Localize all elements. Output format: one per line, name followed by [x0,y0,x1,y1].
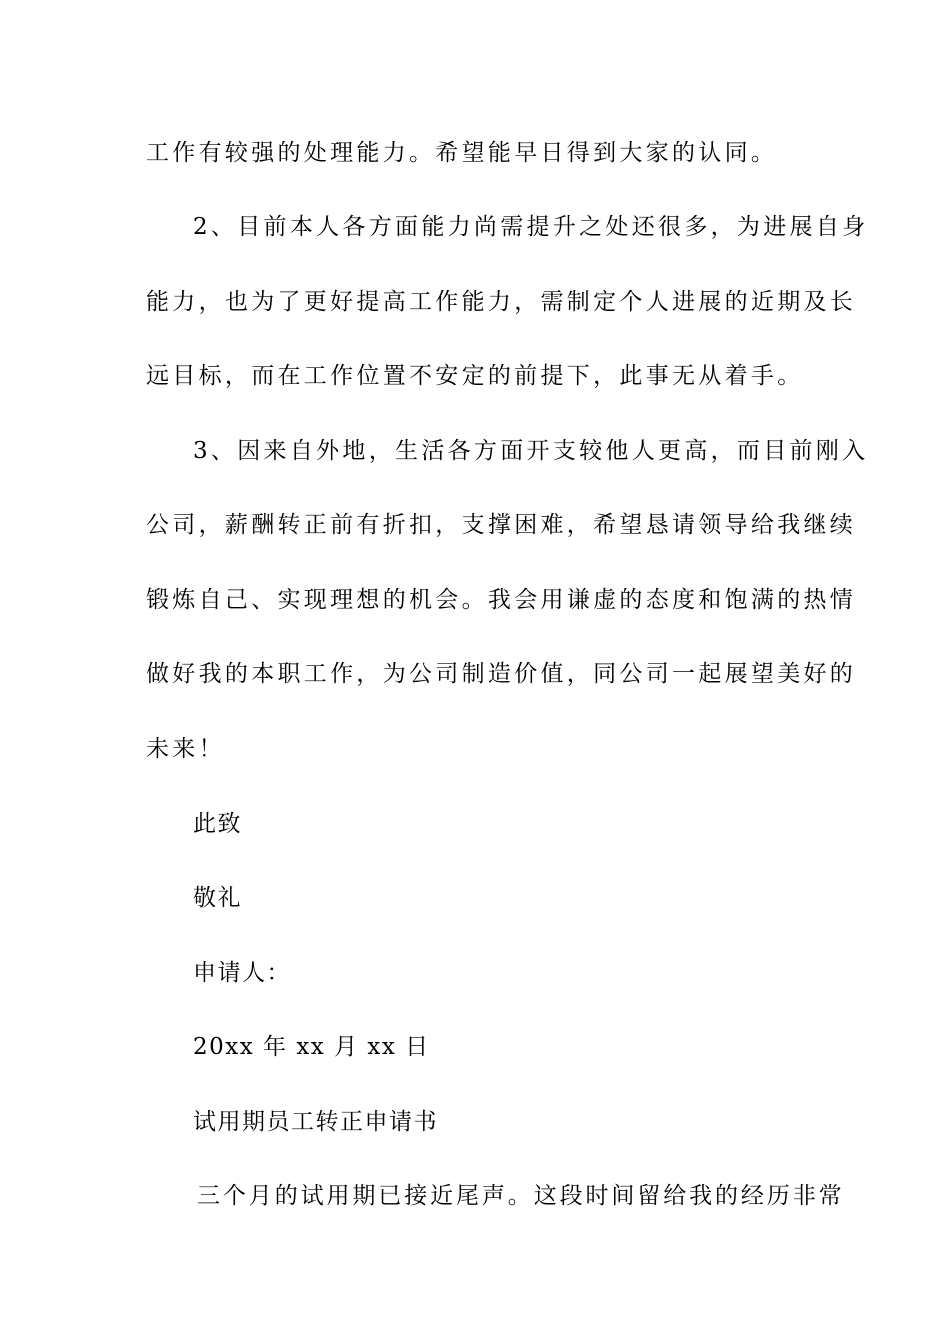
closing-jingli: 敬礼 [193,885,242,911]
paragraph-3-line-1: 3、因来自外地，生活各方面开支较他人更高，而目前刚入 [193,438,869,464]
paragraph-line-1: 工作有较强的处理能力。希望能早日得到大家的认同。 [146,140,778,166]
paragraph-3-line-3: 锻炼自己、实现理想的机会。我会用谦虚的态度和饱满的热情 [146,587,857,613]
paragraph-3-line-4: 做好我的本职工作，为公司制造价值，同公司一起展望美好的 [146,661,857,687]
applicant-label: 申请人： [193,960,291,986]
closing-cizhi: 此致 [193,811,242,837]
paragraph-2-line-1: 2、目前本人各方面能力尚需提升之处还很多，为进展自身 [193,214,869,240]
paragraph-4-line-1: 三个月的试用期已接近尾声。这段时间留给我的经历非常 [197,1183,845,1209]
paragraph-2-line-2: 能力，也为了更好提高工作能力，需制定个人进展的近期及长 [146,289,857,315]
paragraph-2-line-3: 远目标，而在工作位置不安定的前提下，此事无从着手。 [146,363,804,389]
section-title: 试用期员工转正申请书 [193,1109,438,1135]
date-line: 20xx 年 xx 月 xx 日 [193,1034,430,1060]
paragraph-3-line-5: 未来！ [146,736,225,762]
paragraph-3-line-2: 公司，薪酬转正前有折扣，支撑困难，希望恳请领导给我继续 [146,512,857,538]
